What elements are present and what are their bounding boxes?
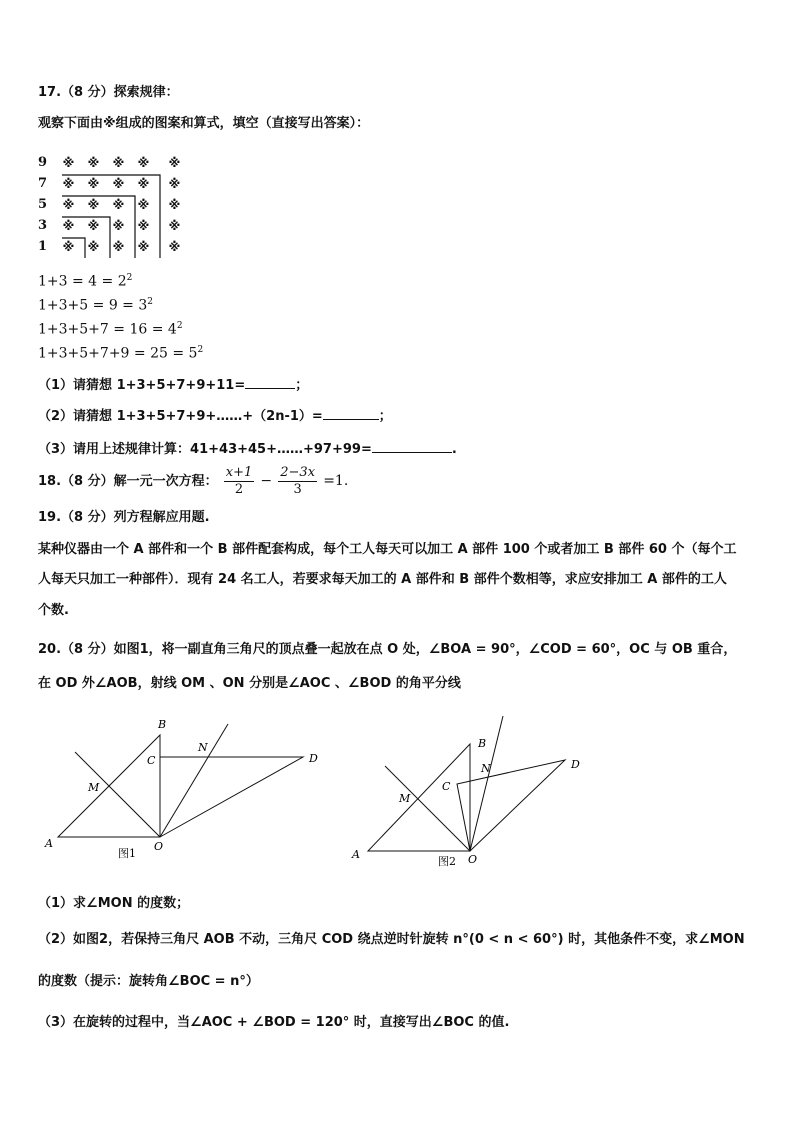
figure-1-caption: 图1 — [118, 847, 136, 860]
pattern-symbol: ※ — [87, 218, 100, 233]
figure-2 — [368, 716, 565, 851]
pattern-symbol: ※ — [137, 155, 150, 170]
q20-line2: 在 OD 外∠AOB，射线 OM 、ON 分别是∠AOC 、∠BOD 的角平分线 — [38, 676, 461, 691]
pattern-row-number: 5 — [38, 197, 48, 212]
pattern-symbol: ※ — [168, 155, 181, 170]
q18-line: 18.（8 分）解一元一次方程： $\frac{x+1}{2}$ − $\frac{2-3x}{3}$ =1. — [38, 465, 349, 497]
pattern-symbol: ※ — [112, 155, 125, 170]
q20-sub1: （1）求∠MON 的度数； — [38, 896, 190, 911]
figure-2-labels — [351, 737, 580, 868]
pattern-symbol: ※ — [87, 239, 100, 254]
pattern-symbol: ※ — [112, 239, 125, 254]
q19-title: 19.（8 分）列方程解应用题. — [38, 510, 210, 525]
label-N-1: N — [198, 741, 208, 754]
label-M-2: M — [399, 792, 411, 805]
label-D-1: D — [309, 752, 318, 765]
pattern-symbol: ※ — [112, 176, 125, 191]
answer-blank-2[interactable] — [323, 405, 379, 420]
pattern-symbol: ※ — [137, 239, 150, 254]
pattern-symbol: ※ — [168, 218, 181, 233]
pattern-symbol: ※ — [87, 176, 100, 191]
label-A-1: A — [45, 837, 53, 850]
pattern-row-number: 9 — [38, 155, 48, 170]
q19-line3: 个数. — [38, 603, 69, 618]
fraction-1: $\frac{x+1}{2}$ — [225, 465, 253, 497]
q20-sub3: （3）在旋转的过程中，当∠AOC + ∠BOD = 120° 时，直接写出∠BOC 的值. — [38, 1015, 510, 1030]
pattern-symbol: ※ — [168, 239, 181, 254]
q17-title: 17.（8 分）探索规律： — [38, 85, 179, 100]
pattern-symbol: ※ — [137, 176, 150, 191]
q20-sub2b: 的度数（提示：旋转角∠BOC = n°） — [38, 974, 259, 989]
figure-2-caption: 图2 — [438, 855, 456, 868]
q20-line1: 20.（8 分）如图1，将一副直角三角尺的顶点叠一起放在点 O 处，∠BOA = 90°，∠COD = 60°，OC 与 OB 重合， — [38, 642, 737, 657]
pattern-symbol: ※ — [62, 239, 75, 254]
answer-blank-1[interactable] — [245, 374, 295, 389]
label-N-2: N — [481, 762, 491, 775]
q20-sub2a: （2）如图2，若保持三角尺 AOB 不动，三角尺 COD 绕点逆时针旋转 n°(0 < n < 60°) 时，其他条件不变，求∠MON — [38, 932, 745, 947]
pattern-grid-lines — [0, 0, 794, 260]
q17-sub2: （2）请猜想 1+3+5+7+9+……+（2n-1）= ； — [38, 405, 392, 427]
pattern-symbol: ※ — [62, 218, 75, 233]
equation-4: $1+3+5+7+9 = 25 = 5^2$ — [38, 345, 204, 362]
q17-sub3: （3）请用上述规律计算：41+43+45+……+97+99= . — [38, 438, 457, 460]
answer-blank-3[interactable] — [372, 438, 452, 453]
pattern-symbol: ※ — [62, 176, 75, 191]
pattern-row-number: 3 — [38, 218, 48, 233]
label-B-2: B — [478, 737, 487, 750]
q17-intro: 观察下面由※组成的图案和算式，填空（直接写出答案）： — [38, 116, 370, 131]
pattern-row-number: 7 — [38, 176, 48, 191]
pattern-row-number: 1 — [38, 239, 48, 254]
q19-line2: 人每天只加工一种部件）．现有 24 名工人，若要求每天加工的 A 部件和 B 部件个数相等，求应安排加工 A 部件的工人 — [38, 572, 727, 587]
label-D-2: D — [571, 758, 580, 771]
figure-1-labels — [44, 718, 318, 860]
pattern-symbol: ※ — [168, 197, 181, 212]
label-C-1: C — [147, 754, 156, 767]
equation-3: $1+3+5+7 = 16 = 4^2$ — [38, 321, 183, 338]
equation-2: $1+3+5 = 9 = 3^2$ — [38, 297, 153, 314]
pattern-symbol: ※ — [87, 155, 100, 170]
pattern-symbol: ※ — [112, 218, 125, 233]
label-A-2: A — [352, 848, 360, 861]
equation-1: $1+3 = 4 = 2^2$ — [38, 273, 133, 290]
label-O-2: O — [468, 853, 478, 866]
pattern-symbol: ※ — [62, 155, 75, 170]
label-O-1: O — [154, 840, 164, 853]
pattern-symbol: ※ — [62, 197, 75, 212]
q19-line1: 某种仪器由一个 A 部件和一个 B 部件配套构成，每个工人每天可以加工 A 部件 100 个或者加工 B 部件 60 个（每个工 — [38, 542, 737, 557]
q17-sub1: （1）请猜想 1+3+5+7+9+11= ； — [38, 374, 308, 396]
label-C-2: C — [442, 780, 451, 793]
pattern-symbol: ※ — [112, 197, 125, 212]
pattern-symbol: ※ — [137, 197, 150, 212]
pattern-symbol: ※ — [87, 197, 100, 212]
pattern-symbol: ※ — [168, 176, 181, 191]
label-B-1: B — [158, 718, 167, 731]
pattern-symbol: ※ — [137, 218, 150, 233]
label-M-1: M — [88, 781, 100, 794]
fraction-2: $\frac{2-3x}{3}$ — [280, 465, 316, 497]
geometry-figures — [0, 700, 794, 880]
